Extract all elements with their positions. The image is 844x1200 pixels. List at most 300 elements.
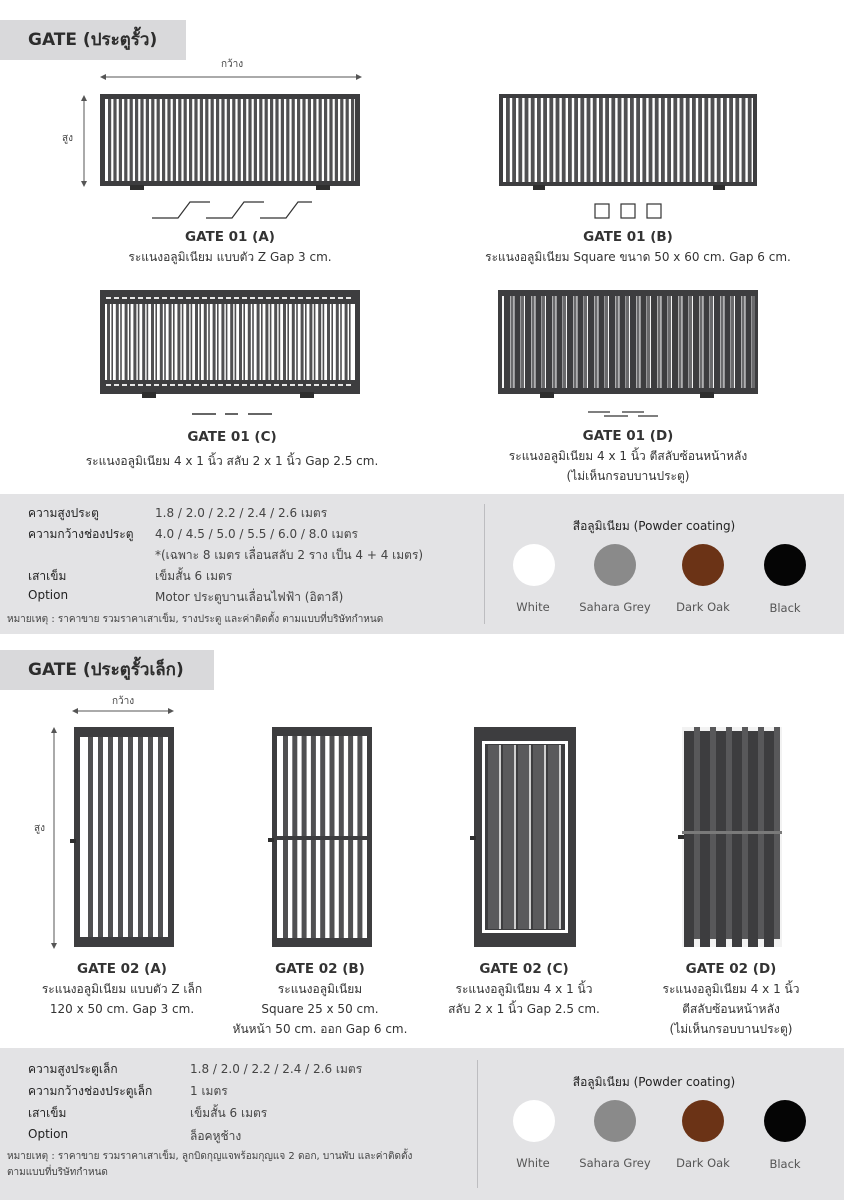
slat (518, 98, 522, 182)
rail-gap (274, 384, 279, 386)
slat (512, 98, 516, 182)
width-dimension-arrow-small (72, 706, 174, 716)
slat (345, 304, 348, 380)
gate-01-a-title: GATE 01 (A) (185, 229, 275, 245)
rail-gap (282, 297, 287, 299)
gate-02-d-desc-line3: (ไม่เห็นกรอบบานประตู) (669, 1022, 793, 1036)
slat-back (584, 296, 587, 388)
rail-gap (114, 297, 119, 299)
gate-02-a-title: GATE 02 (A) (77, 961, 167, 977)
spec-value-height-small: 1.8 / 2.0 / 2.2 / 2.4 / 2.6 เมตร (190, 1062, 363, 1076)
width-label: กว้าง (221, 59, 244, 70)
rail-gap (338, 297, 343, 299)
slat (286, 99, 289, 181)
slat-back (605, 296, 608, 388)
slat (142, 304, 145, 380)
slat (111, 304, 113, 380)
slat (346, 99, 349, 181)
rail-gap (202, 384, 207, 386)
rail-gap (250, 384, 255, 386)
rail-gap (234, 297, 239, 299)
rail-gap (170, 297, 175, 299)
slat (314, 304, 316, 380)
slat (537, 98, 541, 182)
rail-gap (106, 297, 111, 299)
slat-back (731, 296, 734, 388)
gate-02-a-desc-line1: ระแนงอลูมิเนียม แบบตัว Z เล็ก (41, 982, 203, 996)
gate-01-a-desc: ระแนงอลูมิเนียม แบบตัว Z Gap 3 cm. (128, 250, 332, 264)
spec-value-option: Motor ประตูบานเลื่อนไฟฟ้า (อิตาลี) (155, 590, 344, 604)
slat (107, 304, 110, 380)
spec-value-width-note: *(เฉพาะ 8 เมตร เลื่อนสลับ 2 ราง เป็น 4 + 4 เมตร) (155, 548, 424, 562)
slat (599, 98, 603, 182)
slat (155, 304, 157, 380)
slat-front (748, 731, 758, 947)
swatch-dark-oak-small (682, 1100, 724, 1142)
gate-02-b-desc-line3: หันหน้า 50 cm. ออก Gap 6 cm. (232, 1022, 408, 1036)
rail-gap (122, 384, 127, 386)
slat-front (557, 290, 563, 394)
rail-gap (130, 384, 135, 386)
slat (200, 99, 203, 181)
slat (169, 304, 172, 380)
gate-02-d-image (678, 727, 784, 947)
slat (729, 98, 733, 182)
slat-back (658, 296, 661, 388)
slat (331, 304, 333, 380)
slat (642, 98, 646, 182)
rail-gap (306, 297, 311, 299)
rail-gap (122, 297, 127, 299)
rail-gap (146, 297, 151, 299)
rail-gap (290, 297, 295, 299)
slat (252, 304, 254, 380)
slat (125, 304, 128, 380)
rail-gap (162, 297, 167, 299)
slat (98, 737, 103, 937)
slat-front (732, 731, 742, 947)
slat-back (742, 296, 745, 388)
gate-02-c-image (470, 727, 576, 947)
slat (324, 99, 327, 181)
slat-front (714, 290, 720, 394)
swatch-dark-oak (682, 544, 724, 586)
slat (531, 98, 535, 182)
gate-01-d-desc-line1: ระแนงอลูมิเนียม 4 x 1 นิ้ว ตีสลับซ้อนหน้าหลัง (508, 449, 748, 463)
slat-gap (529, 745, 531, 929)
slat (327, 304, 330, 380)
slat (138, 737, 143, 937)
rail-gap (258, 384, 263, 386)
slat-back (542, 296, 545, 388)
slat (351, 99, 354, 181)
slat-back (647, 296, 650, 388)
rail-gap (330, 297, 335, 299)
rail-gap (202, 297, 207, 299)
color-title: สีอลูมิเนียม (Powder coating) (572, 519, 736, 533)
rail-gap (242, 384, 247, 386)
slat (518, 745, 529, 929)
slat (88, 737, 93, 937)
slat (160, 304, 163, 380)
slat (243, 99, 246, 181)
rail-gap (250, 297, 255, 299)
slat (580, 98, 584, 182)
slat (548, 745, 559, 929)
spec-value-height: 1.8 / 2.0 / 2.2 / 2.4 / 2.6 เมตร (155, 506, 328, 520)
rail-gap (322, 297, 327, 299)
gate-02-c-desc-line1: ระแนงอลูมิเนียม 4 x 1 นิ้ว (455, 982, 593, 996)
rail-gap (314, 384, 319, 386)
height-label-small: สูง (34, 823, 45, 834)
rail-gap (162, 384, 167, 386)
slat (624, 98, 628, 182)
rail-gap (194, 384, 199, 386)
mid-rail (277, 836, 367, 840)
slat-front (662, 290, 668, 394)
slat-front (525, 290, 531, 394)
swatch-sahara-grey-small (594, 1100, 636, 1142)
swatch-sahara-grey (594, 544, 636, 586)
swatch-white (513, 544, 555, 586)
slat (543, 98, 547, 182)
slat (297, 99, 300, 181)
gate-01-c-title: GATE 01 (C) (187, 429, 277, 445)
rail-gap (322, 384, 327, 386)
slat-back (595, 296, 598, 388)
height-dimension-arrow-small (49, 727, 59, 949)
gate-02-d-title: GATE 02 (D) (685, 961, 777, 977)
slat (173, 304, 175, 380)
rail-gap (338, 384, 343, 386)
gate-01-b-desc: ระแนงอลูมิเนียม Square ขนาด 50 x 60 cm. Gap 6 cm. (485, 250, 791, 264)
section-header-gate (0, 20, 186, 60)
slat-back (563, 296, 566, 388)
slat-front (504, 290, 510, 394)
spec-panel-small-gate (0, 1048, 844, 1200)
rail-gap (170, 384, 175, 386)
slat (283, 304, 286, 380)
slat-back (511, 296, 514, 388)
slat (177, 304, 180, 380)
slat-back (532, 296, 535, 388)
slat (704, 98, 708, 182)
slat (124, 99, 127, 181)
gate-01-b-title: GATE 01 (B) (583, 229, 673, 245)
slat (279, 304, 281, 380)
rail-gap (138, 297, 143, 299)
gate-01-d-image (498, 290, 758, 398)
color-title-small: สีอลูมิเนียม (Powder coating) (572, 1075, 736, 1089)
spec-label-width: ความกว้างช่องประตู (28, 527, 134, 541)
slat (205, 99, 208, 181)
slat-gap (499, 745, 501, 929)
slat (336, 304, 339, 380)
slat (221, 304, 224, 380)
rail-gap (154, 297, 159, 299)
slat (227, 99, 230, 181)
slat (265, 99, 268, 181)
rail-gap (186, 384, 191, 386)
slat (533, 745, 544, 929)
slat (549, 98, 553, 182)
slat (164, 304, 166, 380)
slat (680, 98, 684, 182)
slat-profile-icon-c (192, 411, 274, 417)
slat-front (746, 290, 752, 394)
slat (323, 304, 325, 380)
slat (302, 99, 305, 181)
height-dimension-arrow (79, 95, 89, 187)
slat (587, 98, 591, 182)
gate-02-b-desc-line1: ระแนงอลูมิเนียม (277, 982, 363, 996)
mid-rail (682, 831, 782, 834)
swatch-label-black-small: Black (769, 1157, 801, 1171)
slat (319, 99, 322, 181)
slat (270, 304, 272, 380)
slat (318, 304, 321, 380)
gate-01-c-image (100, 290, 360, 398)
slat (618, 98, 622, 182)
slat (184, 99, 187, 181)
slat (116, 304, 119, 380)
slat (503, 745, 514, 929)
slat-gap (544, 745, 546, 929)
slat (147, 304, 149, 380)
slat (259, 99, 262, 181)
gate-02-a-image (70, 727, 174, 947)
swatch-white-small (513, 1100, 555, 1142)
slat-back (710, 296, 713, 388)
slat-front (735, 290, 741, 394)
slat (574, 98, 578, 182)
slat (151, 304, 154, 380)
gate-01-c-desc: ระแนงอลูมิเนียม 4 x 1 นิ้ว สลับ 2 x 1 นิ้ว Gap 2.5 cm. (85, 454, 379, 468)
section-header-small-gate (0, 650, 214, 690)
slat-back (679, 296, 682, 388)
spec-value-pile: เข็มสั้น 6 เมตร (155, 569, 233, 583)
slat-back (616, 296, 619, 388)
slat (717, 98, 721, 182)
slat (568, 98, 572, 182)
slat-front (630, 290, 636, 394)
slat-back (637, 296, 640, 388)
slat (692, 98, 696, 182)
section-title-small: GATE (ประตูรั้วเล็ก) (28, 660, 184, 680)
slat (305, 304, 307, 380)
slat (194, 99, 197, 181)
slat (217, 304, 219, 380)
slat-back (700, 296, 703, 388)
slat (195, 304, 198, 380)
swatch-label-dark-oak-small: Dark Oak (676, 1156, 730, 1170)
rail-gap (330, 384, 335, 386)
slat (301, 304, 304, 380)
slat-back (752, 296, 755, 388)
gate-02-a-desc-line2: 120 x 50 cm. Gap 3 cm. (49, 1002, 195, 1016)
rail-gap (130, 297, 135, 299)
slat (189, 99, 192, 181)
rail-gap (266, 384, 271, 386)
rail-gap (242, 297, 247, 299)
spec-value-pile-small: เข็มสั้น 6 เมตร (190, 1106, 268, 1120)
slat (281, 99, 284, 181)
slat (349, 304, 351, 380)
slat (275, 99, 278, 181)
rail-gap (226, 384, 231, 386)
rail-gap (210, 384, 215, 386)
rail-gap (114, 384, 119, 386)
slat (248, 99, 251, 181)
slat-front (609, 290, 615, 394)
slat (308, 99, 311, 181)
spec-label-option: Option (28, 588, 69, 602)
gate-02-b-title: GATE 02 (B) (275, 961, 365, 977)
slat (556, 98, 560, 182)
slat (191, 304, 193, 380)
slat (611, 98, 615, 182)
slat (226, 304, 228, 380)
spec-divider-small (477, 1060, 478, 1188)
rail-gap (154, 384, 159, 386)
spec-label-height-small: ความสูงประตูเล็ก (28, 1062, 118, 1076)
slat (243, 304, 245, 380)
slat-front (536, 290, 542, 394)
gate-02-b-desc-line2: Square 25 x 50 cm. (261, 1002, 379, 1016)
rail-gap (282, 384, 287, 386)
slat (138, 304, 140, 380)
swatch-label-dark-oak: Dark Oak (676, 600, 730, 614)
slat (146, 99, 149, 181)
rail-gap (106, 384, 111, 386)
rail-gap (346, 297, 351, 299)
slat (605, 98, 609, 182)
slat (562, 98, 566, 182)
slat (140, 99, 143, 181)
rail-gap (346, 384, 351, 386)
swatch-label-white: White (516, 600, 550, 614)
slat (296, 304, 298, 380)
slat (340, 304, 342, 380)
slat (130, 99, 133, 181)
rail-gap (178, 384, 183, 386)
slat-front (672, 290, 678, 394)
slat (309, 304, 312, 380)
slat (211, 99, 214, 181)
spec-label-height: ความสูงประตู (28, 506, 99, 520)
slat (167, 99, 170, 181)
section-title: GATE (ประตูรั้ว) (28, 30, 158, 50)
slat-gap (559, 745, 561, 929)
rail-gap (210, 297, 215, 299)
slat-front (567, 290, 573, 394)
spec-value-width: 4.0 / 4.5 / 5.0 / 5.5 / 6.0 / 8.0 เมตร (155, 527, 358, 541)
slat-front (700, 731, 710, 947)
rail-gap (266, 297, 271, 299)
gate-02-d-desc-line1: ระแนงอลูมิเนียม 4 x 1 นิ้ว (662, 982, 800, 996)
gate-01-b-image (499, 94, 757, 190)
gate-02-c-desc-line2: สลับ 2 x 1 นิ้ว Gap 2.5 cm. (448, 1002, 600, 1016)
spec-note-small-line2: ตามแบบที่บริษัทกำหนด (7, 1167, 108, 1178)
spec-label-width-small: ความกว้างช่องประตูเล็ก (28, 1084, 153, 1098)
spec-label-option-small: Option (28, 1127, 69, 1141)
slat (274, 304, 277, 380)
slat (151, 99, 154, 181)
width-dimension-arrow (100, 72, 362, 82)
spec-label-pile-small: เสาเข็ม (28, 1106, 67, 1120)
gate-02-c-title: GATE 02 (C) (479, 961, 569, 977)
slat (261, 304, 263, 380)
spec-value-width-small: 1 เมตร (190, 1084, 228, 1098)
slat (686, 98, 690, 182)
slat-back (574, 296, 577, 388)
height-label: สูง (62, 133, 73, 144)
slat (340, 99, 343, 181)
gate-01-a-image (100, 94, 360, 190)
rail-gap (218, 297, 223, 299)
slat (120, 304, 122, 380)
slat (270, 99, 273, 181)
slat (248, 304, 251, 380)
swatch-label-sahara-grey-small: Sahara Grey (579, 1156, 651, 1170)
slat-front (693, 290, 699, 394)
rail-gap (314, 297, 319, 299)
slat-front (651, 290, 657, 394)
slat (698, 98, 702, 182)
rail-gap (194, 297, 199, 299)
rail-gap (226, 297, 231, 299)
rail-gap (258, 297, 263, 299)
slat (128, 737, 133, 937)
slat (735, 98, 739, 182)
slat (119, 99, 122, 181)
gate-01-d-desc-line2: (ไม่เห็นกรอบบานประตู) (566, 469, 690, 483)
slat (488, 745, 499, 929)
slat (239, 304, 242, 380)
slat (661, 98, 665, 182)
slat (265, 304, 268, 380)
slat-front (704, 290, 710, 394)
slat-front (716, 731, 726, 947)
slat (329, 99, 332, 181)
slat (235, 304, 237, 380)
slat (173, 99, 176, 181)
square-profile-icon (594, 203, 664, 219)
slat (216, 99, 219, 181)
slat (118, 737, 123, 937)
swatch-label-sahara-grey: Sahara Grey (579, 600, 651, 614)
slat-front (588, 290, 594, 394)
slat-front (578, 290, 584, 394)
slat (711, 98, 715, 182)
slat (292, 304, 295, 380)
slat (257, 304, 260, 380)
rail-gap (274, 297, 279, 299)
slat-front (599, 290, 605, 394)
z-profile-icon (150, 198, 314, 222)
rail-gap (290, 384, 295, 386)
rail-gap (298, 297, 303, 299)
slat-back (668, 296, 671, 388)
slat (636, 98, 640, 182)
slat (667, 98, 671, 182)
spec-note: หมายเหตุ : ราคาขาย รวมราคาเสาเข็ม, รางประตู และค่าติดตั้ง ตามแบบที่บริษัทกำหนด (7, 614, 384, 625)
slat (254, 99, 257, 181)
slat (287, 304, 289, 380)
slat-profile-icon-d (588, 410, 660, 418)
slat (186, 304, 189, 380)
slat (158, 737, 163, 937)
